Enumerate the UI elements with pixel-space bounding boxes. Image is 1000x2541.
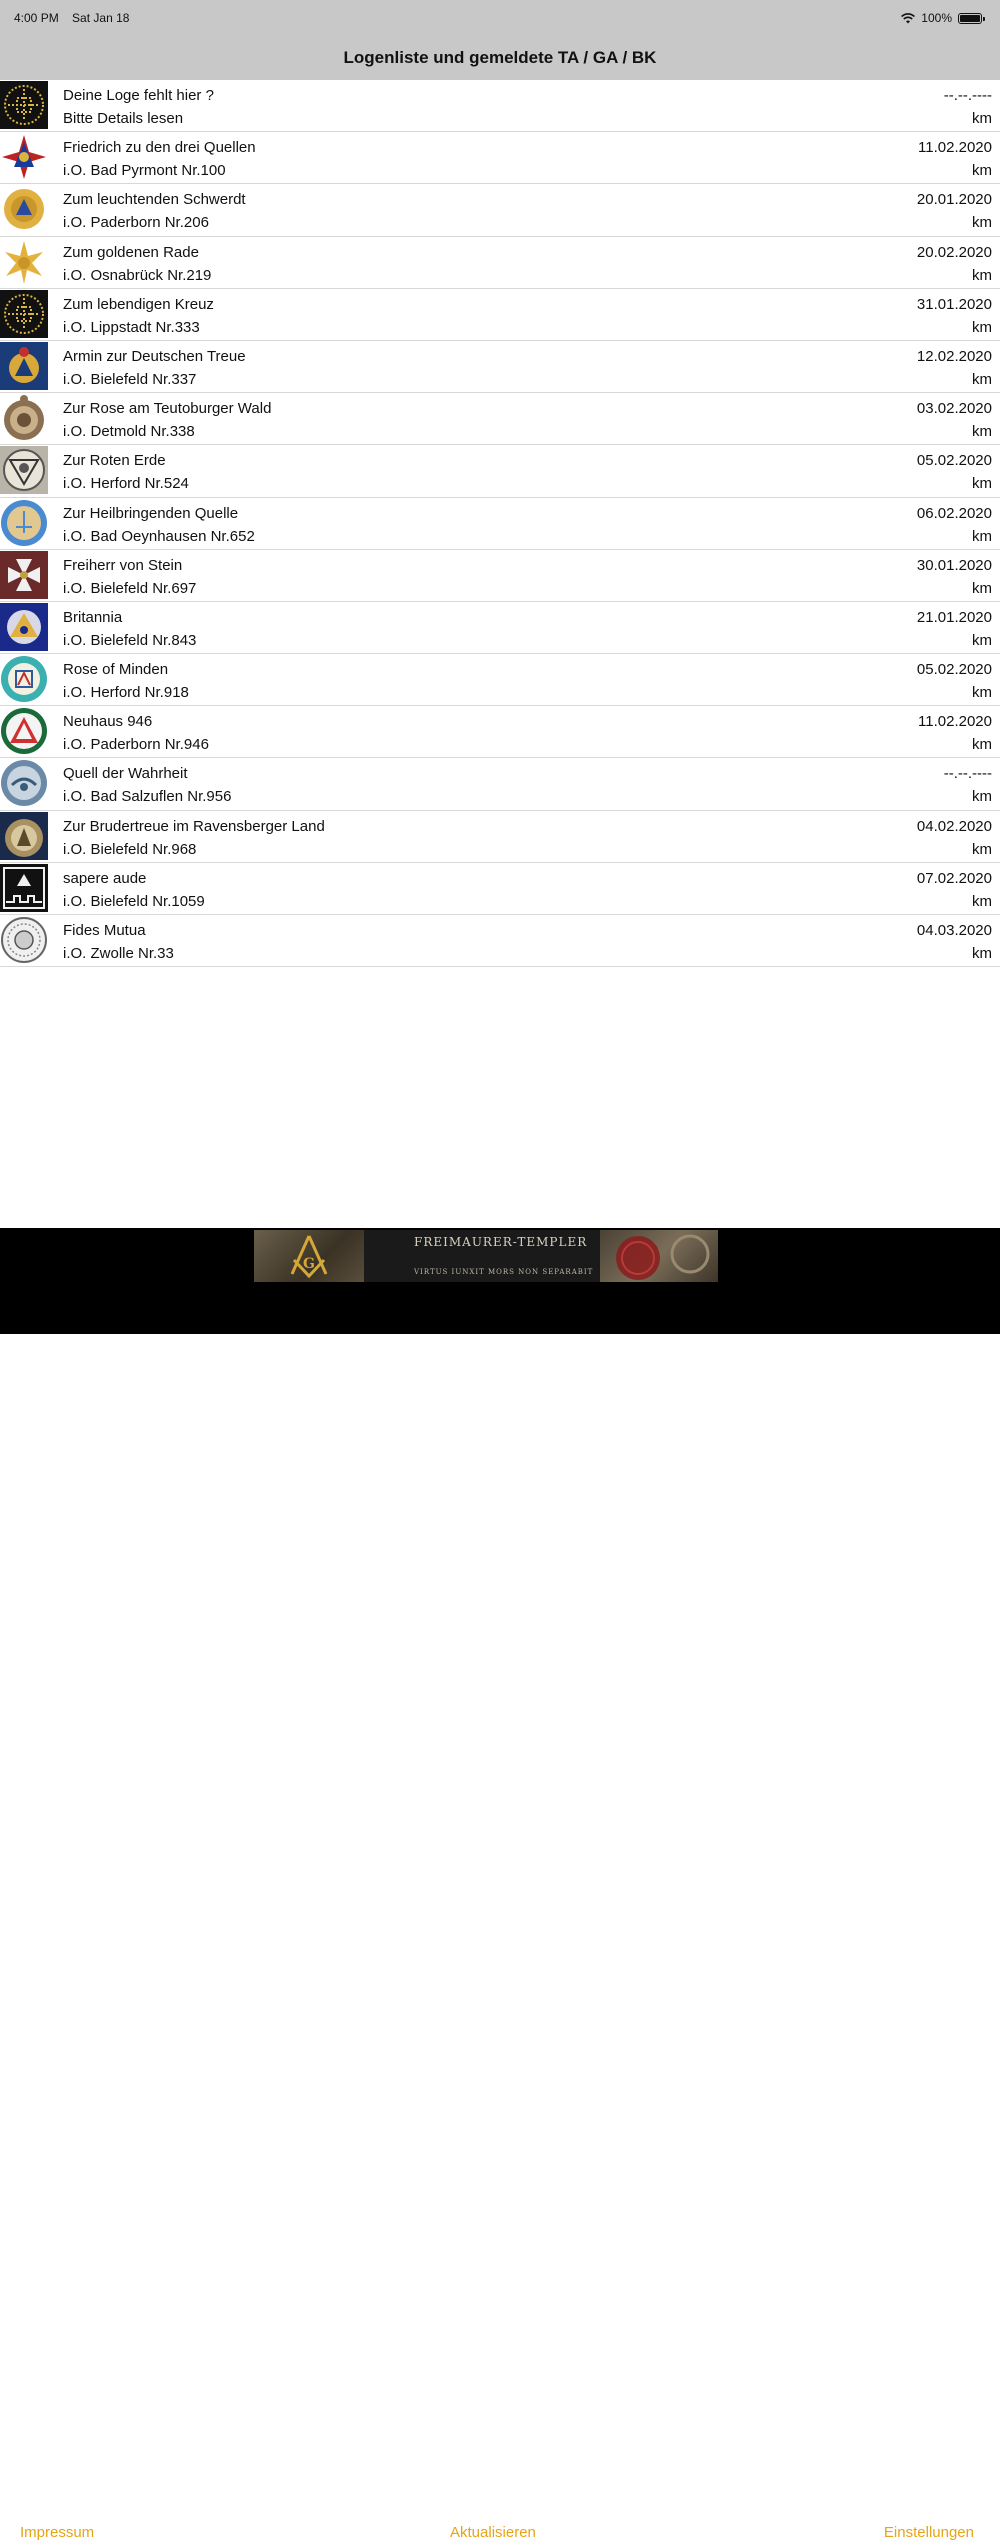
- lodge-name: sapere aude: [63, 869, 147, 887]
- lodge-distance: km: [972, 527, 992, 545]
- lodge-distance: km: [972, 684, 992, 702]
- lodge-location: i.O. Paderborn Nr.206: [63, 214, 209, 232]
- sun-emblem-icon: [0, 185, 48, 233]
- lodge-distance: km: [972, 892, 992, 910]
- lodge-distance: km: [972, 840, 992, 858]
- lodge-name: Zur Rose am Teutoburger Wald: [63, 400, 272, 418]
- list-item[interactable]: [0, 811, 1000, 863]
- list-item[interactable]: [0, 341, 1000, 393]
- page-title: Logenliste und gemeldete TA / GA / BK: [343, 48, 657, 67]
- blue-seal-icon: [0, 499, 48, 547]
- list-item[interactable]: [0, 863, 1000, 915]
- black-triangle-icon: [0, 864, 48, 912]
- lodge-distance: km: [972, 423, 992, 441]
- list-item[interactable]: [0, 184, 1000, 236]
- lodge-location: i.O. Bad Pyrmont Nr.100: [63, 162, 226, 180]
- lodge-distance: km: [972, 945, 992, 962]
- lodge-location: i.O. Herford Nr.918: [63, 684, 189, 702]
- lodge-distance: km: [972, 214, 992, 232]
- lodge-distance: km: [972, 579, 992, 597]
- lodge-name: Rose of Minden: [63, 661, 169, 679]
- lodge-distance: km: [972, 370, 992, 388]
- compass-square-emblem-icon: [254, 1230, 364, 1282]
- lodge-distance: km: [972, 318, 992, 336]
- wifi-icon: [901, 13, 915, 24]
- lodge-date: 21.01.2020: [916, 608, 992, 626]
- navy-medal-icon: [0, 812, 48, 860]
- status-right: [901, 11, 982, 25]
- lodge-distance: km: [972, 475, 992, 493]
- lodge-location: i.O. Bielefeld Nr.843: [63, 631, 197, 649]
- lodge-location: i.O. Bielefeld Nr.697: [63, 579, 197, 597]
- lodge-date: --.--.----: [943, 765, 992, 783]
- lodge-name: Britannia: [63, 608, 123, 626]
- navigation-bar: [0, 36, 1000, 80]
- lodge-distance: km: [972, 631, 992, 649]
- lodge-date: 11.02.2020: [918, 139, 992, 157]
- lodge-date: 05.02.2020: [916, 452, 992, 470]
- list-item[interactable]: [0, 132, 1000, 184]
- lodge-name: Fides Mutua: [63, 922, 146, 939]
- lodge-date: --.--.----: [943, 87, 992, 104]
- lodge-date: 04.03.2020: [916, 922, 992, 939]
- list-item[interactable]: [0, 758, 1000, 810]
- lodge-location: i.O. Zwolle Nr.33: [63, 945, 174, 962]
- lodge-location: i.O. Detmold Nr.338: [63, 423, 195, 441]
- status-left: [14, 11, 139, 25]
- status-date: Sat Jan 18: [72, 11, 130, 25]
- lodge-name: Zur Heilbringenden Quelle: [63, 504, 239, 522]
- tab-einstellungen[interactable]: Einstellungen: [883, 2524, 974, 2541]
- lodge-name: Freiherr von Stein: [63, 556, 183, 574]
- lodge-date: 05.02.2020: [916, 661, 992, 679]
- lodge-location: Bitte Details lesen: [63, 110, 184, 127]
- lodge-date: 12.02.2020: [916, 347, 992, 365]
- lodge-date: 20.02.2020: [916, 243, 992, 261]
- blue-grey-seal-icon: [0, 759, 48, 807]
- lodge-location: i.O. Paderborn Nr.946: [63, 736, 209, 754]
- lodge-date: 04.02.2020: [916, 817, 992, 835]
- lodge-distance: km: [972, 788, 992, 806]
- battery-icon: [958, 13, 982, 24]
- banner-motto: VIRTUS IUNXIT MORS NON SEPARABIT: [414, 1268, 594, 1276]
- lodge-date: 31.01.2020: [916, 295, 992, 313]
- list-item[interactable]: [0, 289, 1000, 341]
- list-item[interactable]: [0, 393, 1000, 445]
- lodge-distance: km: [972, 162, 992, 180]
- lodge-location: i.O. Osnabrück Nr.219: [63, 266, 212, 284]
- blue-emblem-icon: [0, 342, 48, 390]
- maltese-cross-icon: [0, 551, 48, 599]
- lodge-list: [0, 80, 1000, 967]
- lodge-distance: km: [972, 110, 992, 127]
- list-item[interactable]: [0, 80, 1000, 132]
- tab-aktualisieren[interactable]: Aktualisieren: [450, 2524, 536, 2541]
- list-item[interactable]: [0, 654, 1000, 706]
- list-item[interactable]: [0, 602, 1000, 654]
- lodge-location: i.O. Bad Oeynhausen Nr.652: [63, 527, 255, 545]
- lodge-date: 20.01.2020: [916, 191, 992, 209]
- lodge-name: Friedrich zu den drei Quellen: [63, 139, 256, 157]
- cross-emblem-icon: [0, 81, 48, 129]
- list-item[interactable]: [0, 915, 1000, 967]
- lodge-location: i.O. Bad Salzuflen Nr.956: [63, 788, 232, 806]
- blue-triangle-emblem-icon: [0, 603, 48, 651]
- list-item[interactable]: [0, 237, 1000, 289]
- status-bar: [0, 0, 1000, 36]
- lodge-name: Deine Loge fehlt hier ?: [63, 87, 214, 104]
- lodge-name: Zur Roten Erde: [63, 452, 166, 470]
- lodge-location: i.O. Bielefeld Nr.1059: [63, 892, 205, 910]
- lodge-date: 03.02.2020: [916, 400, 992, 418]
- star-cross-emblem-icon: [0, 133, 48, 181]
- lodge-location: i.O. Bielefeld Nr.337: [63, 370, 197, 388]
- white-seal-icon: [0, 916, 48, 964]
- status-time: 4:00 PM: [14, 11, 59, 25]
- lodge-date: 11.02.2020: [918, 713, 992, 731]
- battery-percent: 100%: [921, 11, 952, 25]
- list-item[interactable]: [0, 498, 1000, 550]
- lodge-name: Zum lebendigen Kreuz: [63, 295, 214, 313]
- lodge-date: 07.02.2020: [916, 869, 992, 887]
- banner-title: FREIMAURER-TEMPLER: [414, 1235, 588, 1249]
- list-item[interactable]: [0, 706, 1000, 758]
- lodge-location: i.O. Lippstadt Nr.333: [63, 318, 200, 336]
- seal-emblem-icon: [600, 1230, 718, 1282]
- lodge-name: Neuhaus 946: [63, 713, 153, 731]
- list-item[interactable]: [0, 445, 1000, 497]
- lodge-name: Zum leuchtenden Schwerdt: [63, 191, 246, 209]
- lodge-name: Armin zur Deutschen Treue: [63, 347, 246, 365]
- gold-star-emblem-icon: [0, 238, 48, 286]
- lodge-name: Zum goldenen Rade: [63, 243, 199, 261]
- banner-image[interactable]: [254, 1230, 718, 1282]
- svg-text:G: G: [303, 1256, 315, 1272]
- lodge-date: 06.02.2020: [916, 504, 992, 522]
- medal-emblem-icon: [0, 394, 48, 442]
- bottom-toolbar: [0, 1228, 1000, 2541]
- grey-seal-icon: [0, 446, 48, 494]
- lodge-location: i.O. Bielefeld Nr.968: [63, 840, 197, 858]
- tab-impressum[interactable]: Impressum: [20, 2524, 95, 2541]
- lodge-name: Quell der Wahrheit: [63, 765, 188, 783]
- lodge-location: i.O. Herford Nr.524: [63, 475, 189, 493]
- teal-seal-icon: [0, 655, 48, 703]
- cross-emblem-icon: [0, 290, 48, 338]
- lodge-name: Zur Brudertreue im Ravensberger Land: [63, 817, 325, 835]
- lodge-distance: km: [972, 736, 992, 754]
- lodge-date: 30.01.2020: [916, 556, 992, 574]
- green-seal-icon: [0, 707, 48, 755]
- list-item[interactable]: [0, 550, 1000, 602]
- lodge-distance: km: [972, 266, 992, 284]
